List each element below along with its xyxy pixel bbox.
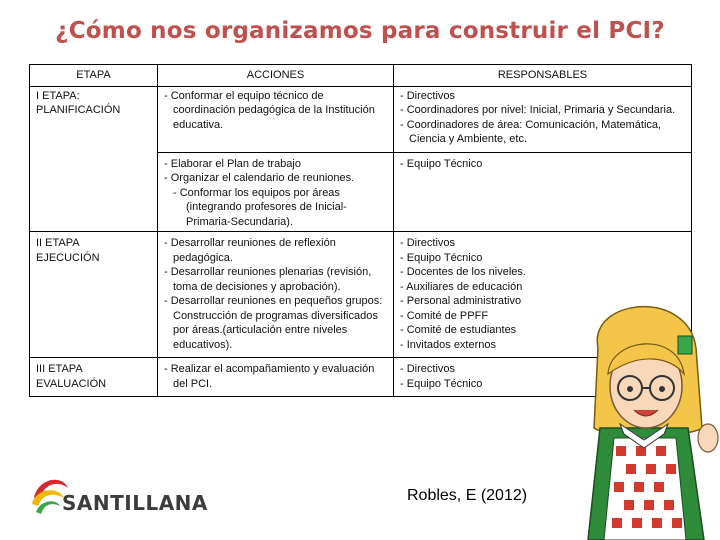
etapa-label: II ETAPA bbox=[36, 237, 80, 249]
etapa-label: I ETAPA: bbox=[36, 89, 80, 102]
list-item: - Coordinadores de área: Comunicación, Matemática, Ciencia y Ambiente, etc. bbox=[400, 118, 685, 147]
list-item: - Directivos bbox=[400, 362, 685, 377]
list-item: - Equipo Técnico bbox=[400, 377, 685, 392]
credit-text: Robles, E (2012) bbox=[407, 487, 528, 504]
list-item: - Conformar el equipo técnico de coordinación pedagógica de la Institución educativa. bbox=[164, 89, 387, 133]
acciones-list bbox=[164, 157, 387, 230]
list-item: - Desarrollar reuniones de reflexión pedagógica. bbox=[164, 236, 387, 265]
header-responsables: RESPONSABLES bbox=[394, 65, 692, 87]
list-item: - Conformar los equipos por áreas (integrando profesores de Inicial-Primaria-Secundaria). bbox=[164, 186, 387, 230]
list-item: - Equipo Técnico bbox=[400, 157, 685, 172]
responsables-list bbox=[400, 89, 685, 147]
girl-character-illustration bbox=[568, 278, 720, 540]
list-item: - Personal administrativo bbox=[400, 294, 685, 309]
acciones-cell bbox=[158, 232, 394, 358]
etapa-cell-evaluacion bbox=[30, 358, 158, 397]
etapa-name: EVALUACIÓN bbox=[36, 377, 107, 390]
etapa-name: EJECUCIÓN bbox=[36, 251, 100, 264]
list-item: - Elaborar el Plan de trabajo bbox=[164, 157, 387, 172]
header-etapa: ETAPA bbox=[30, 65, 158, 87]
header-acciones: ACCIONES bbox=[158, 65, 394, 87]
list-item: - Docentes de los niveles. bbox=[400, 265, 685, 280]
table-header-row bbox=[30, 65, 692, 87]
etapa-cell-ejecucion bbox=[30, 232, 158, 358]
acciones-cell bbox=[158, 86, 394, 152]
table-row bbox=[30, 86, 692, 152]
list-item: - Organizar el calendario de reuniones. bbox=[164, 171, 387, 186]
list-item: - Desarrollar reuniones plenarias (revisión, toma de decisiones y aprobación). bbox=[164, 265, 387, 294]
list-item: - Equipo Técnico bbox=[400, 251, 685, 266]
list-item: - Directivos bbox=[400, 89, 685, 104]
list-item: - Comité de estudiantes bbox=[400, 323, 685, 338]
etapa-name: PLANIFICACIÓN bbox=[36, 104, 121, 116]
list-item: - Comité de PPFF bbox=[400, 309, 685, 324]
acciones-cell bbox=[158, 152, 394, 232]
responsables-list bbox=[400, 157, 685, 172]
acciones-list bbox=[164, 362, 387, 391]
list-item: - Desarrollar reuniones en pequeños grupos: Construcción de programas diversificados por áreas.(articulación entre niveles educativos). bbox=[164, 294, 387, 352]
responsables-cell bbox=[394, 152, 692, 232]
logo-text: SANTILLANA bbox=[62, 491, 208, 515]
responsables-cell bbox=[394, 86, 692, 152]
page-title: ¿Cómo nos organizamos para construir el PCI? bbox=[55, 18, 665, 44]
list-item: - Directivos bbox=[400, 236, 685, 251]
etapa-label: III ETAPA bbox=[36, 363, 83, 375]
list-item: - Realizar el acompañamiento y evaluación del PCI. bbox=[164, 362, 387, 391]
etapa-cell-planificacion bbox=[30, 86, 158, 232]
list-item: - Coordinadores por nivel: Inicial, Primaria y Secundaria. bbox=[400, 103, 685, 118]
acciones-cell bbox=[158, 358, 394, 397]
acciones-list bbox=[164, 89, 387, 133]
acciones-list bbox=[164, 236, 387, 352]
list-item: - Auxiliares de educación bbox=[400, 280, 685, 295]
list-item: - Invitados externos bbox=[400, 338, 685, 353]
